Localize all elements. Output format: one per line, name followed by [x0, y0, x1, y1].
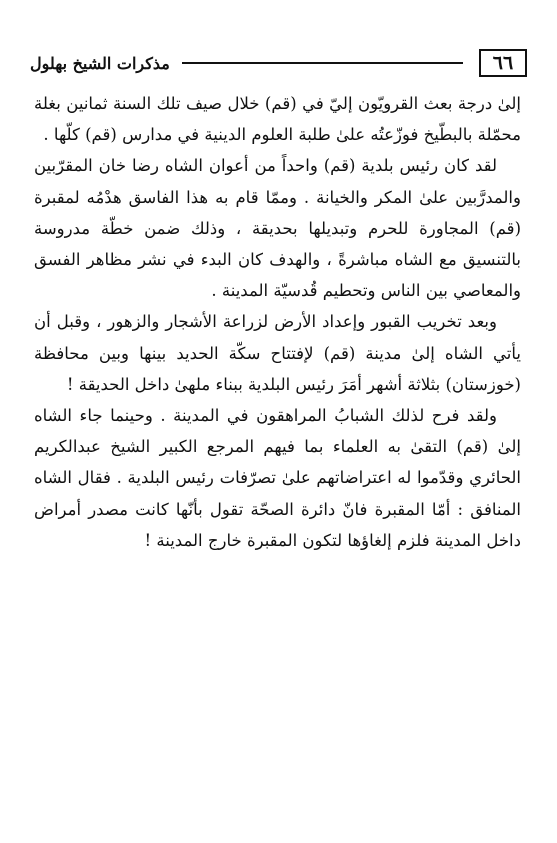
paragraph: لقد كان رئيس بلدية (قم) واحداً من أعوان الشاه رضا خان المقرّبين والمدرَّبين علىٰ المكر والخيانة . وممّا قام به هذا الفاسق هدْمُه لمقبرة (قم) المجاورة للحرم وتبديلها بحديقة ، وذلك ضمن خطّة مدروسة بالتنسيق مع الشاه مباشرةً ، والهدف كان البدء في نشر مظاهر الفسق والمعاصي بين الناس وتحطيم قُدسيّة المدينة . — [34, 156, 521, 301]
paragraph: إلىٰ درجة بعث القرويّون إليّ في (قم) خلال صيف تلك السنة ثمانين بغلة محمّلة بالبطّيخ فوزّعتُه علىٰ طلبة العلوم الدينية في مدارس (قم) كلّها . — [34, 94, 521, 145]
page-number-box: ٦٦ — [479, 49, 527, 77]
book-title: مذكرات الشيخ بهلول — [30, 53, 170, 73]
header-rule — [182, 62, 463, 64]
paragraph: ولقد فرح لذلك الشبابُ المراهقون في المدينة . وحينما جاء الشاه إلىٰ (قم) التقىٰ به العلماء بما فيهم المرجع الكبير الشيخ عبدالكريم الحائري وقدّموا له اعتراضاتهم علىٰ تصرّفات رئيس البلدية . فقال الشاه المنافق : أمّا المقبرة فانّ دائرة الصحّة تقول بأنّها كانت مصدر أمراض داخل المدينة فلزم إلغاؤها لتكون المقبرة خارج المدينة ! — [34, 406, 521, 550]
paragraph: وبعد تخريب القبور وإعداد الأرض لزراعة الأشجار والزهور ، وقبل أن يأتي الشاه إلىٰ مدينة (قم) لإفتتاح سكّة الحديد بينها وبين محافظة (خوزستان) بثلاثة أشهر أمَرَ رئيس البلدية ببناء ملهىٰ داخل الحديقة ! — [34, 312, 521, 394]
page-body — [34, 88, 521, 556]
page-header — [30, 46, 527, 80]
